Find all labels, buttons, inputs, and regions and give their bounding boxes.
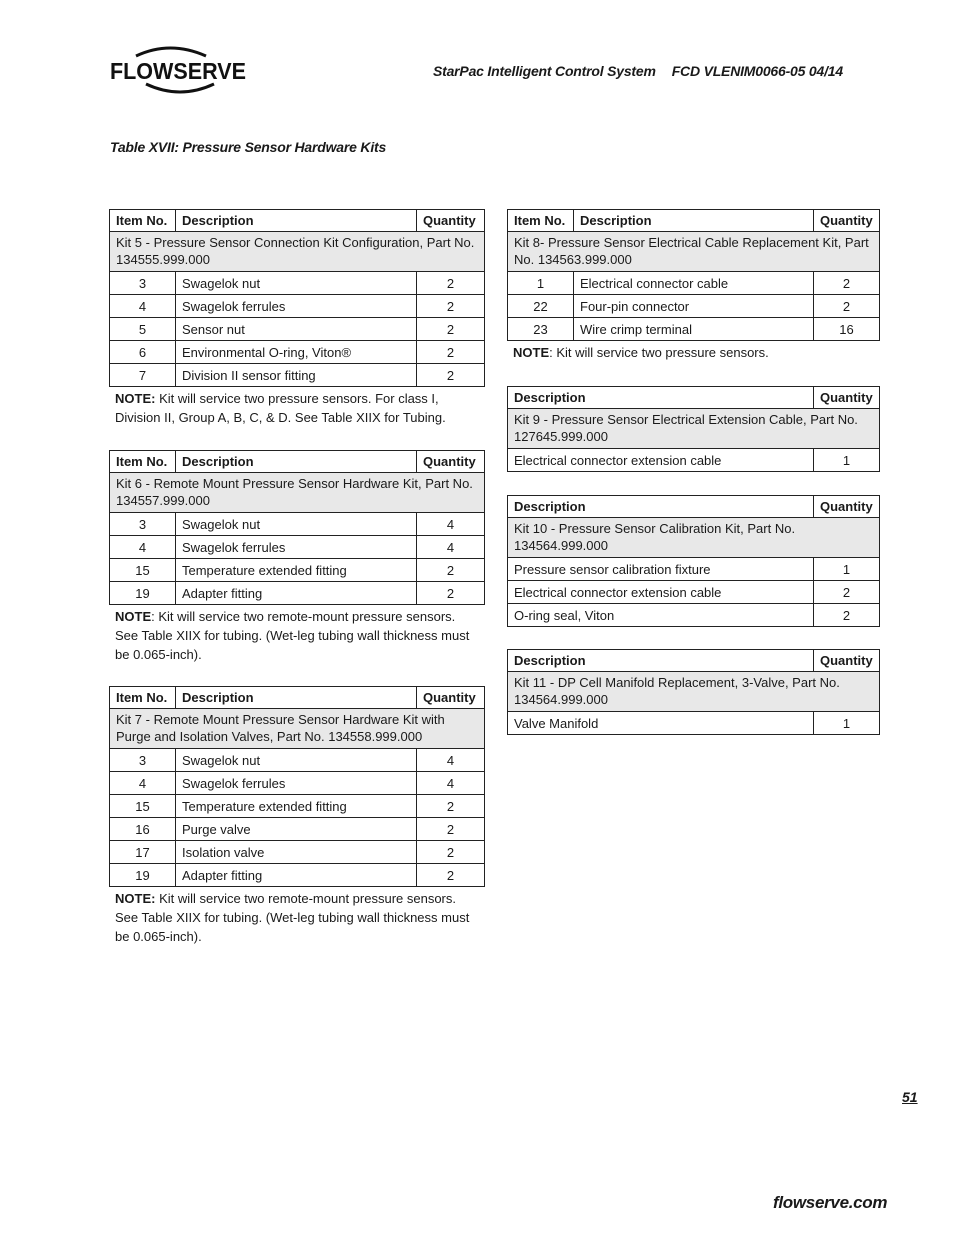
kit-title: Kit 11 - DP Cell Manifold Replacement, 3-Valve, Part No. 134564.999.000 <box>508 672 880 712</box>
column-header-description: Description <box>508 496 814 518</box>
kit6-table <box>109 450 485 605</box>
kit-title: Kit 9 - Pressure Sensor Electrical Extension Cable, Part No. 127645.999.000 <box>508 409 880 449</box>
item-no: 19 <box>110 864 176 887</box>
kit11-table <box>507 649 880 735</box>
table-row <box>110 318 485 341</box>
column-header-item-no: Item No. <box>110 210 176 232</box>
document-code: FCD VLENIM0066-05 04/14 <box>671 63 843 79</box>
item-no: 3 <box>110 272 176 295</box>
table-row <box>110 582 485 605</box>
table-row <box>110 513 485 536</box>
quantity: 1 <box>814 449 880 472</box>
quantity: 1 <box>814 712 880 735</box>
column-header-quantity: Quantity <box>814 496 880 518</box>
item-no: 22 <box>508 295 574 318</box>
description: Electrical connector extension cable <box>508 449 814 472</box>
kit-title: Kit 8- Pressure Sensor Electrical Cable Replacement Kit, Part No. 134563.999.000 <box>508 232 880 272</box>
item-no: 16 <box>110 818 176 841</box>
item-no: 3 <box>110 513 176 536</box>
item-no: 23 <box>508 318 574 341</box>
description: Swagelok ferrules <box>176 772 417 795</box>
table-caption: Table XVII: Pressure Sensor Hardware Kits <box>110 139 387 155</box>
column-header-item-no: Item No. <box>508 210 574 232</box>
table-row <box>110 272 485 295</box>
quantity: 4 <box>417 772 485 795</box>
table-row <box>508 295 880 318</box>
description: Sensor nut <box>176 318 417 341</box>
table-row <box>110 341 485 364</box>
description: O-ring seal, Viton <box>508 604 814 627</box>
column-header-quantity: Quantity <box>814 650 880 672</box>
table-header-row <box>110 687 485 709</box>
quantity: 4 <box>417 536 485 559</box>
description: Electrical connector extension cable <box>508 581 814 604</box>
item-no: 15 <box>110 795 176 818</box>
flowserve-logo-graphic <box>110 44 250 96</box>
table-row <box>508 581 880 604</box>
quantity: 2 <box>417 864 485 887</box>
note-text: : Kit will service two pressure sensors. <box>549 345 769 360</box>
kit10-table <box>507 495 880 627</box>
quantity: 2 <box>417 841 485 864</box>
kit-title-row <box>110 473 485 513</box>
kit9-table <box>507 386 880 472</box>
description: Adapter fitting <box>176 582 417 605</box>
column-header-description: Description <box>176 687 417 709</box>
table-header-row <box>508 387 880 409</box>
quantity: 4 <box>417 749 485 772</box>
kit-title-row <box>110 232 485 272</box>
kit-title-row <box>508 672 880 712</box>
kit5-block <box>109 209 485 427</box>
description: Swagelok nut <box>176 513 417 536</box>
table-row <box>110 841 485 864</box>
document-title: StarPac Intelligent Control System <box>433 63 656 79</box>
quantity: 2 <box>417 559 485 582</box>
column-header-item-no: Item No. <box>110 451 176 473</box>
description: Swagelok ferrules <box>176 295 417 318</box>
table-row <box>508 318 880 341</box>
quantity: 2 <box>814 581 880 604</box>
table-row <box>508 558 880 581</box>
item-no: 4 <box>110 536 176 559</box>
kit6-block <box>109 450 485 664</box>
table-row <box>110 749 485 772</box>
description: Isolation valve <box>176 841 417 864</box>
table-row <box>110 864 485 887</box>
description: Swagelok nut <box>176 749 417 772</box>
quantity: 2 <box>417 818 485 841</box>
quantity: 2 <box>417 795 485 818</box>
quantity: 2 <box>814 604 880 627</box>
column-header-quantity: Quantity <box>417 210 485 232</box>
quantity: 16 <box>814 318 880 341</box>
quantity: 1 <box>814 558 880 581</box>
kit5-table <box>109 209 485 387</box>
description: Four-pin connector <box>574 295 814 318</box>
kit-title: Kit 10 - Pressure Sensor Calibration Kit, Part No. 134564.999.000 <box>508 518 880 558</box>
note-text: Kit will service two remote-mount pressure sensors. See Table XIIX for tubing. (Wet-leg tubing wall thickness must be 0.065-inch). <box>115 891 470 944</box>
description: Temperature extended fitting <box>176 559 417 582</box>
table-row <box>508 712 880 735</box>
column-header-description: Description <box>508 387 814 409</box>
document-header <box>433 63 843 79</box>
table-row <box>110 795 485 818</box>
item-no: 17 <box>110 841 176 864</box>
svg-text:FLOWSERVE: FLOWSERVE <box>110 58 246 84</box>
column-header-quantity: Quantity <box>814 387 880 409</box>
item-no: 1 <box>508 272 574 295</box>
table-row <box>110 536 485 559</box>
kit7-table <box>109 686 485 887</box>
item-no: 15 <box>110 559 176 582</box>
column-header-description: Description <box>508 650 814 672</box>
table-header-row <box>110 451 485 473</box>
table-header-row <box>508 496 880 518</box>
note-text: : Kit will service two remote-mount pressure sensors. See Table XIIX for tubing. (Wet-leg tubing wall thickness must be 0.065-inch). <box>115 609 470 662</box>
description: Pressure sensor calibration fixture <box>508 558 814 581</box>
column-header-quantity: Quantity <box>417 687 485 709</box>
page-number: 51 <box>902 1089 918 1105</box>
table-row <box>110 364 485 387</box>
kit-title-row <box>508 409 880 449</box>
description: Wire crimp terminal <box>574 318 814 341</box>
quantity: 2 <box>417 272 485 295</box>
kit8-block <box>507 209 880 362</box>
kit-title: Kit 6 - Remote Mount Pressure Sensor Hardware Kit, Part No. 134557.999.000 <box>110 473 485 513</box>
item-no: 4 <box>110 772 176 795</box>
table-header-row <box>110 210 485 232</box>
description: Environmental O-ring, Viton® <box>176 341 417 364</box>
quantity: 2 <box>417 364 485 387</box>
kit-title: Kit 5 - Pressure Sensor Connection Kit Configuration, Part No. 134555.999.000 <box>110 232 485 272</box>
kit-title-row <box>110 709 485 749</box>
kit7-block <box>109 686 485 946</box>
table-row <box>508 449 880 472</box>
table-row <box>508 272 880 295</box>
description: Swagelok ferrules <box>176 536 417 559</box>
kit8-table <box>507 209 880 341</box>
quantity: 2 <box>814 272 880 295</box>
quantity: 2 <box>417 318 485 341</box>
table-header-row <box>508 210 880 232</box>
column-header-description: Description <box>176 210 417 232</box>
column-header-quantity: Quantity <box>417 451 485 473</box>
kit-title-row <box>508 232 880 272</box>
item-no: 4 <box>110 295 176 318</box>
description: Valve Manifold <box>508 712 814 735</box>
table-row <box>110 772 485 795</box>
flowserve-logo <box>110 44 250 96</box>
description: Adapter fitting <box>176 864 417 887</box>
kit11-block <box>507 649 880 735</box>
quantity: 2 <box>417 341 485 364</box>
column-header-quantity: Quantity <box>814 210 880 232</box>
column-header-item-no: Item No. <box>110 687 176 709</box>
description: Temperature extended fitting <box>176 795 417 818</box>
quantity: 4 <box>417 513 485 536</box>
note-text: Kit will service two pressure sensors. For class I, Division II, Group A, B, C, & D. See Table XIIX for Tubing. <box>115 391 446 425</box>
note-label: NOTE: <box>115 891 156 906</box>
table-row <box>110 818 485 841</box>
note-label: NOTE <box>513 345 550 360</box>
column-header-description: Description <box>574 210 814 232</box>
kit7-note <box>109 887 485 946</box>
description: Swagelok nut <box>176 272 417 295</box>
footer-website-link[interactable]: flowserve.com <box>773 1193 888 1212</box>
quantity: 2 <box>417 582 485 605</box>
description: Division II sensor fitting <box>176 364 417 387</box>
kit10-block <box>507 495 880 627</box>
kit9-block <box>507 386 880 472</box>
table-header-row <box>508 650 880 672</box>
note-label: NOTE: <box>115 391 156 406</box>
table-row <box>110 295 485 318</box>
table-row <box>508 604 880 627</box>
column-header-description: Description <box>176 451 417 473</box>
table-row <box>110 559 485 582</box>
kit6-note <box>109 605 485 664</box>
item-no: 19 <box>110 582 176 605</box>
kit8-note <box>507 341 880 362</box>
item-no: 7 <box>110 364 176 387</box>
kit5-note <box>109 387 485 427</box>
item-no: 3 <box>110 749 176 772</box>
kit-title-row <box>508 518 880 558</box>
item-no: 6 <box>110 341 176 364</box>
description: Purge valve <box>176 818 417 841</box>
quantity: 2 <box>814 295 880 318</box>
quantity: 2 <box>417 295 485 318</box>
note-label: NOTE <box>115 609 152 624</box>
description: Electrical connector cable <box>574 272 814 295</box>
kit-title: Kit 7 - Remote Mount Pressure Sensor Hardware Kit with Purge and Isolation Valves, Part No. 134558.999.000 <box>110 709 485 749</box>
item-no: 5 <box>110 318 176 341</box>
